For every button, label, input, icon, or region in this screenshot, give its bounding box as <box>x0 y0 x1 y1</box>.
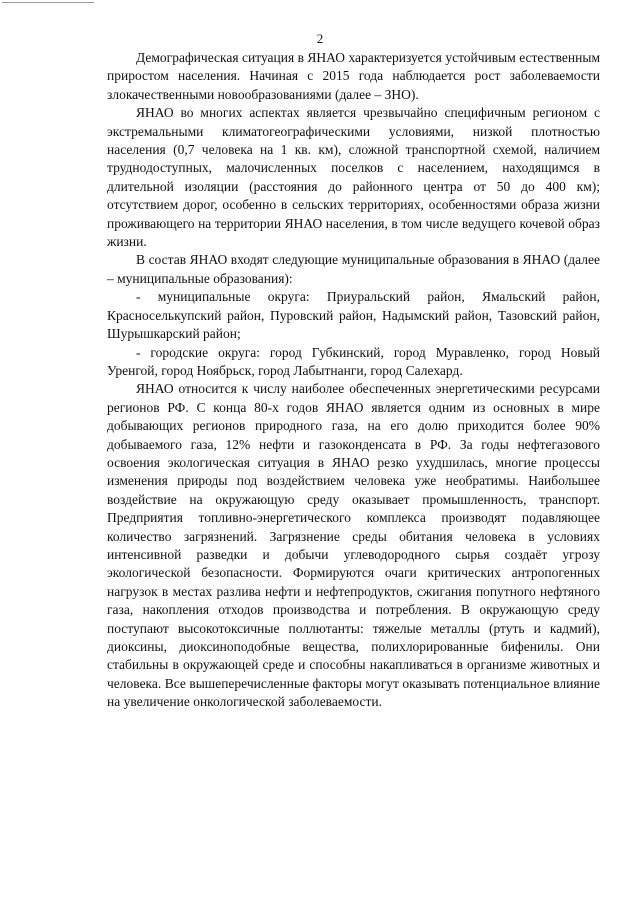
paragraph-ecology: ЯНАО относится к числу наиболее обеспеченных энергетическими ресурсами регионов РФ. С конца 80-х годов ЯНАО является одним из основных в мире добывающих регионов природного газа, на его долю приходится более 90% добываемого газа, 12% нефти и газоконденсата в РФ. За годы нефтегазового освоения экологическая ситуация в ЯНАО резко ухудшилась, многие процессы изменения природы под воздействием человека уже необратимы. Наибольшее воздействие на окружающую среду оказывает промышленность, транспорт. Предприятия топливно-энергетического комплекса производят подавляющее количество загрязнений. Загрязнение среды обитания человека в условиях интенсивной разведки и добычи углеводородного сырья создаёт угрозу экологической безопасности. Формируются очаги критических антропогенных нагрузок в местах разлива нефти и нефтепродуктов, сжигания попутного нефтяного газа, накопления отходов производства и потребления. В окружающую среду поступают высокотоксичные поллютанты: тяжелые металлы (ртуть и кадмий), диоксины, диоксиноподобные вещества, полихлорированные бифенилы. Они стабильны в окружающей среде и способны накапливаться в организме животных и человека. Все вышеперечисленные факторы могут оказывать потенциальное влияние на увеличение онкологической заболеваемости. <box>107 381 600 710</box>
paragraph-municipal-composition: В состав ЯНАО входят следующие муниципальные образования в ЯНАО (далее – муниципальные образования): <box>107 252 600 286</box>
scan-edge-line <box>2 2 94 3</box>
document-body <box>107 49 600 712</box>
paragraph-region-specifics: ЯНАО во многих аспектах является чрезвычайно специфичным регионом с экстремальными климатогеографическими условиями, низкой плотностью населения (0,7 человека на 1 кв. км), сложной транспортной схемой, наличием труднодоступных, малочисленных поселков с населением, находящимся в длительной изоляции (расстояния до районного центра от 50 до 400 км); отсутствием дорог, особенно в сельских территориях, особенностями образа жизни проживающего на территории ЯНАО населения, в том числе ведущего кочевой образ жизни. <box>107 105 600 250</box>
paragraph-demography: Демографическая ситуация в ЯНАО характеризуется устойчивым естественным приростом населения. Начиная с 2015 года наблюдается рост заболеваемости злокачественными новообразованиями (далее – ЗНО). <box>107 50 600 102</box>
paragraph-city-districts: - городские округа: город Губкинский, город Муравленко, город Новый Уренгой, город Ноябрьск, город Лабытнанги, город Салехард. <box>107 344 600 378</box>
page-number: 2 <box>316 31 324 46</box>
paragraph-municipal-districts: - муниципальные округа: Приуральский район, Ямальский район, Красноселькупский район, Пуровский район, Надымский район, Тазовский район, Шурышкарский район; <box>107 289 600 342</box>
